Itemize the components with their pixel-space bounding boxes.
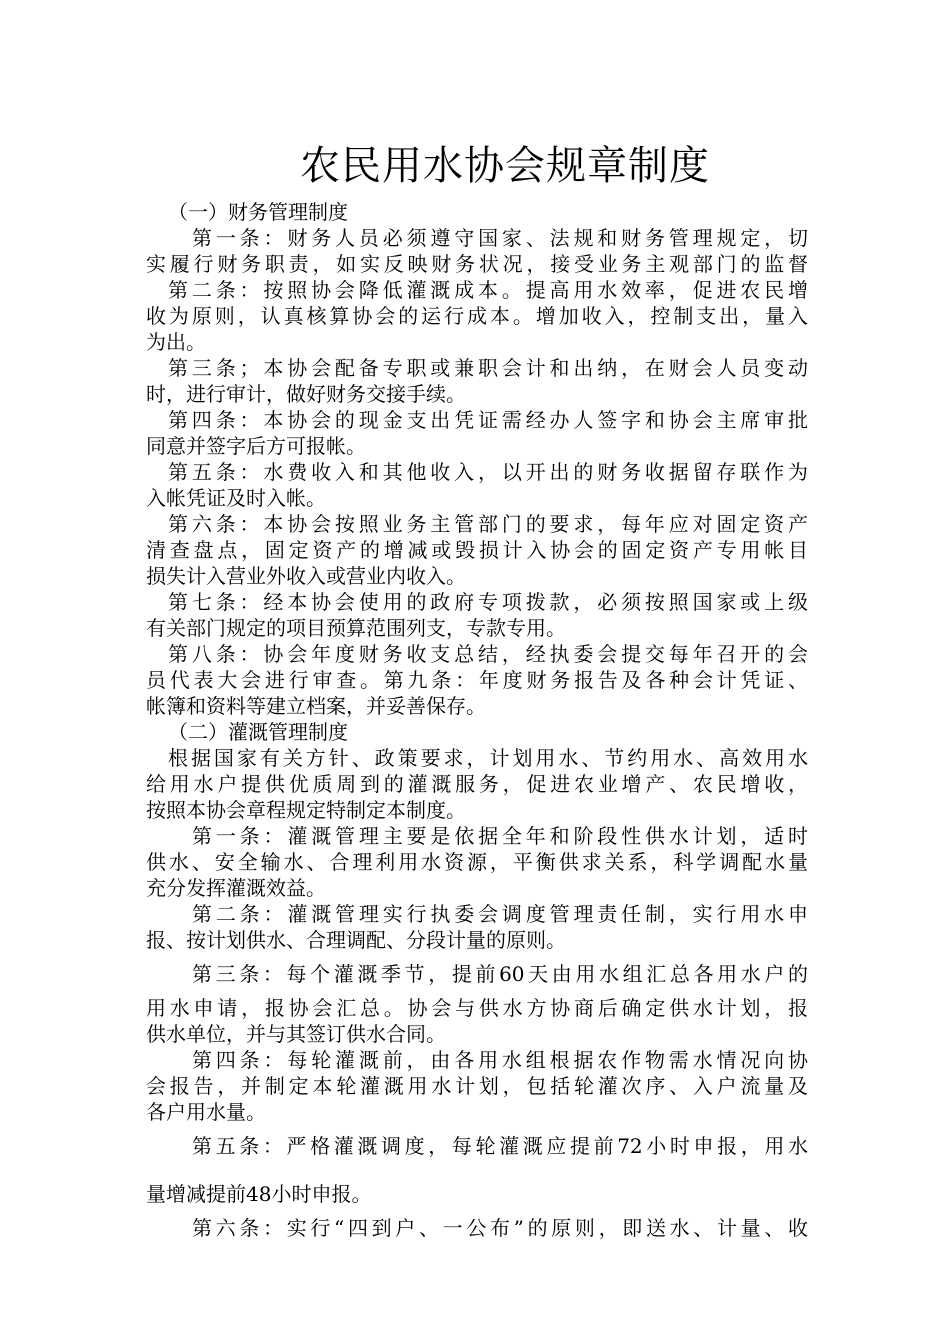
text-line: 第七条：经本协会使用的政府专项拨款，必须按照国家或上级 <box>168 590 808 614</box>
text-line: 各户用水量。 <box>146 1100 266 1124</box>
text-line: 用水申请，报协会汇总。协会与供水方协商后确定供水计划，报 <box>146 996 808 1020</box>
section-heading-irrigation: （二）灌溉管理制度 <box>168 720 348 744</box>
text-line: 第六条：实行“四到户、一公布”的原则，即送水、计量、收 <box>192 1216 808 1240</box>
text-line: 为出。 <box>146 330 206 354</box>
text-line: 有关部门规定的项目预算范围列支，专款专用。 <box>146 616 566 640</box>
text-line: 第六条：本协会按照业务主管部门的要求，每年应对固定资产 <box>168 512 808 536</box>
text-line: 给用水户提供优质周到的灌溉服务，促进农业增产、农民增收， <box>146 772 808 796</box>
text-line: 第八条：协会年度财务收支总结，经执委会提交每年召开的会 <box>168 642 808 666</box>
text-line: 根据国家有关方针、政策要求，计划用水、节约用水、高效用水 <box>168 746 808 770</box>
text-line: 第四条：本协会的现金支出凭证需经办人签字和协会主席审批 <box>168 408 808 432</box>
text-line: 第五条：严格灌溉调度，每轮灌溉应提前72小时申报，用水 <box>192 1134 808 1158</box>
text-line: 供水、安全输水、合理利用水资源，平衡供求关系，科学调配水量 <box>146 850 808 874</box>
text-line: 损失计入营业外收入或营业内收入。 <box>146 564 466 588</box>
text-line: 同意并签字后方可报帐。 <box>146 434 366 458</box>
text-line: 会报告，并制定本轮灌溉用水计划，包括轮灌次序、入户流量及 <box>146 1074 808 1098</box>
text-line: 帐簿和资料等建立档案，并妥善保存。 <box>146 694 486 718</box>
text-line: 清查盘点，固定资产的增减或毁损计入协会的固定资产专用帐目 <box>146 538 808 562</box>
text-line: 第一条：财务人员必须遵守国家、法规和财务管理规定，切 <box>192 226 808 250</box>
text-line: 第五条：水费收入和其他收入，以开出的财务收据留存联作为 <box>168 460 808 484</box>
text-line: 量增减提前48小时申报。 <box>146 1182 372 1206</box>
text-line: 员代表大会进行审查。第九条：年度财务报告及各种会计凭证、 <box>146 668 808 692</box>
text-line: 时，进行审计，做好财务交接手续。 <box>146 382 466 406</box>
text-line: 实履行财务职责，如实反映财务状况，接受业务主观部门的监督 <box>146 252 808 276</box>
text-line: 第二条：按照协会降低灌溉成本。提高用水效率，促进农民增 <box>168 278 808 302</box>
text-line: 第二条：灌溉管理实行执委会调度管理责任制，实行用水申 <box>192 902 808 926</box>
document-body <box>146 199 808 1241</box>
text-line: 第四条：每轮灌溉前，由各用水组根据农作物需水情况向协 <box>192 1048 808 1072</box>
text-line: 第三条：每个灌溉季节，提前60天由用水组汇总各用水户的 <box>192 962 808 986</box>
text-line: 供水单位，并与其签订供水合同。 <box>146 1022 446 1046</box>
document-title: 农民用水协会规章制度 <box>300 143 710 189</box>
text-line: 报、按计划供水、合理调配、分段计量的原则。 <box>146 928 566 952</box>
text-line: 第三条；本协会配备专职或兼职会计和出纳，在财会人员变动 <box>168 356 808 380</box>
text-line: 收为原则，认真核算协会的运行成本。增加收入，控制支出，量入 <box>146 304 808 328</box>
text-line: 第一条：灌溉管理主要是依据全年和阶段性供水计划，适时 <box>192 824 808 848</box>
text-line: 入帐凭证及时入帐。 <box>146 486 326 510</box>
text-line: 按照本协会章程规定特制定本制度。 <box>146 798 466 822</box>
section-heading-finance: （一）财务管理制度 <box>168 200 348 224</box>
text-line: 充分发挥灌溉效益。 <box>146 876 326 900</box>
